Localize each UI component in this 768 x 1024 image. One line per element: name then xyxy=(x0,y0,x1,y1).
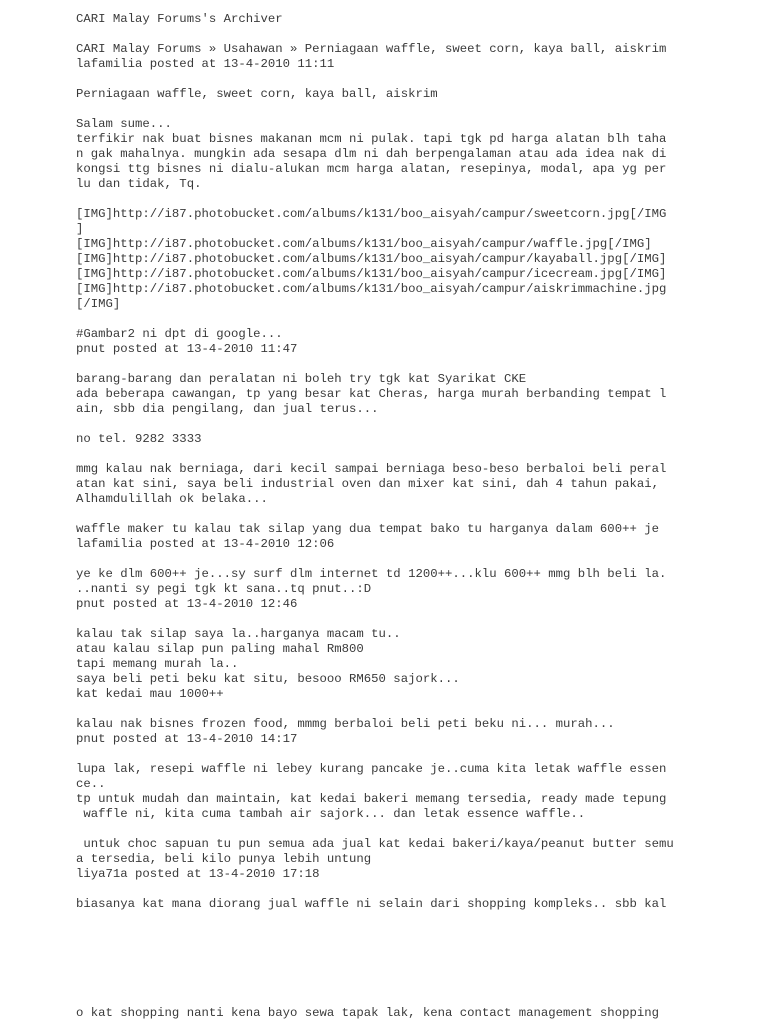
post-text-line: [IMG]http://i87.photobucket.com/albums/k131/boo_aisyah/campur/kayaball.jpg[/IMG] xyxy=(76,252,667,266)
post-text-line: biasanya kat mana diorang jual waffle ni selain dari shopping kompleks.. sbb kal xyxy=(76,897,667,911)
post-text-line: [IMG]http://i87.photobucket.com/albums/k131/boo_aisyah/campur/aiskrimmachine.jpg xyxy=(76,282,667,296)
spacer xyxy=(76,312,676,327)
continuation-text: o kat shopping nanti kena bayo sewa tapak lak, kena contact management shopping xyxy=(76,1006,659,1020)
post-text-line: mmg kalau nak berniaga, dari kecil sampai berniaga beso-beso berbaloi beli peral xyxy=(76,462,667,476)
post-text-line: ain, sbb dia pengilang, dan jual terus... xyxy=(76,402,379,416)
post-text-line: ce.. xyxy=(76,777,106,791)
breadcrumb: CARI Malay Forums » Usahawan » Perniagaan waffle, sweet corn, kaya ball, aiskrim xyxy=(76,42,667,56)
post-text-line: tp untuk mudah dan maintain, kat kedai bakeri memang tersedia, ready made tepung xyxy=(76,792,667,806)
post-meta: liya71a posted at 13-4-2010 17:18 xyxy=(76,867,320,881)
post-text-line: lu dan tidak, Tq. xyxy=(76,177,202,191)
post-text-line: a tersedia, beli kilo punya lebih untung xyxy=(76,852,372,866)
spacer xyxy=(76,27,676,42)
post-meta: pnut posted at 13-4-2010 14:17 xyxy=(76,732,298,746)
archive-title: CARI Malay Forums's Archiver xyxy=(76,12,283,26)
spacer xyxy=(76,507,676,522)
post-text-line: [IMG]http://i87.photobucket.com/albums/k131/boo_aisyah/campur/icecream.jpg[/IMG] xyxy=(76,267,667,281)
post-text-line: barang-barang dan peralatan ni boleh try tgk kat Syarikat CKE xyxy=(76,372,527,386)
post-meta: pnut posted at 13-4-2010 11:47 xyxy=(76,342,298,356)
post-text-line: [/IMG] xyxy=(76,297,121,311)
post-text-line: terfikir nak buat bisnes makanan mcm ni pulak. tapi tgk pd harga alatan blh taha xyxy=(76,132,667,146)
archive-page xyxy=(76,12,676,912)
post-text-line: untuk choc sapuan tu pun semua ada jual kat kedai bakeri/kaya/peanut butter semu xyxy=(76,837,674,851)
spacer xyxy=(76,822,676,837)
spacer xyxy=(76,702,676,717)
post-text-line: atan kat sini, saya beli industrial oven dan mixer kat sini, dah 4 tahun pakai, xyxy=(76,477,659,491)
post-text-line: waffle ni, kita cuma tambah air sajork... dan letak essence waffle.. xyxy=(76,807,586,821)
post-meta: lafamilia posted at 13-4-2010 11:11 xyxy=(76,57,335,71)
spacer xyxy=(76,192,676,207)
post-text-line: no tel. 9282 3333 xyxy=(76,432,202,446)
post-text-line: ] xyxy=(76,222,84,236)
post-meta: lafamilia posted at 13-4-2010 12:06 xyxy=(76,537,335,551)
post-text-line: ..nanti sy pegi tgk kt sana..tq pnut..:D xyxy=(76,582,372,596)
post-text-line: atau kalau silap pun paling mahal Rm800 xyxy=(76,642,364,656)
post-text-line: #Gambar2 ni dpt di google... xyxy=(76,327,283,341)
post-meta: pnut posted at 13-4-2010 12:46 xyxy=(76,597,298,611)
spacer xyxy=(76,612,676,627)
thread-content xyxy=(76,57,676,912)
post-text-line: Salam sume... xyxy=(76,117,172,131)
spacer xyxy=(76,102,676,117)
spacer xyxy=(76,447,676,462)
post-text-line: ada beberapa cawangan, tp yang besar kat Cheras, harga murah berbanding tempat l xyxy=(76,387,667,401)
post-text-line: lupa lak, resepi waffle ni lebey kurang pancake je..cuma kita letak waffle essen xyxy=(76,762,667,776)
spacer xyxy=(76,72,676,87)
spacer xyxy=(76,417,676,432)
post-text-line: Alhamdulillah ok belaka... xyxy=(76,492,268,506)
spacer xyxy=(76,747,676,762)
post-text-line: kat kedai mau 1000++ xyxy=(76,687,224,701)
post-text-line: Perniagaan waffle, sweet corn, kaya ball, aiskrim xyxy=(76,87,438,101)
post-text-line: kongsi ttg bisnes ni dialu-alukan mcm harga alatan, resepinya, modal, apa yg per xyxy=(76,162,667,176)
spacer xyxy=(76,552,676,567)
post-text-line: kalau nak bisnes frozen food, mmmg berbaloi beli peti beku ni... murah... xyxy=(76,717,615,731)
post-text-line: [IMG]http://i87.photobucket.com/albums/k131/boo_aisyah/campur/sweetcorn.jpg[/IMG xyxy=(76,207,667,221)
post-text-line: saya beli peti beku kat situ, besooo RM650 sajork... xyxy=(76,672,460,686)
post-text-line: n gak mahalnya. mungkin ada sesapa dlm ni dah berpengalaman atau ada idea nak di xyxy=(76,147,667,161)
post-text-line: [IMG]http://i87.photobucket.com/albums/k131/boo_aisyah/campur/waffle.jpg[/IMG] xyxy=(76,237,652,251)
post-text-line: kalau tak silap saya la..harganya macam tu.. xyxy=(76,627,401,641)
post-text-line: waffle maker tu kalau tak silap yang dua tempat bako tu harganya dalam 600++ je xyxy=(76,522,659,536)
post-text-line: tapi memang murah la.. xyxy=(76,657,239,671)
spacer xyxy=(76,357,676,372)
spacer xyxy=(76,882,676,897)
post-text-line: ye ke dlm 600++ je...sy surf dlm internet td 1200++...klu 600++ mmg blh beli la. xyxy=(76,567,667,581)
